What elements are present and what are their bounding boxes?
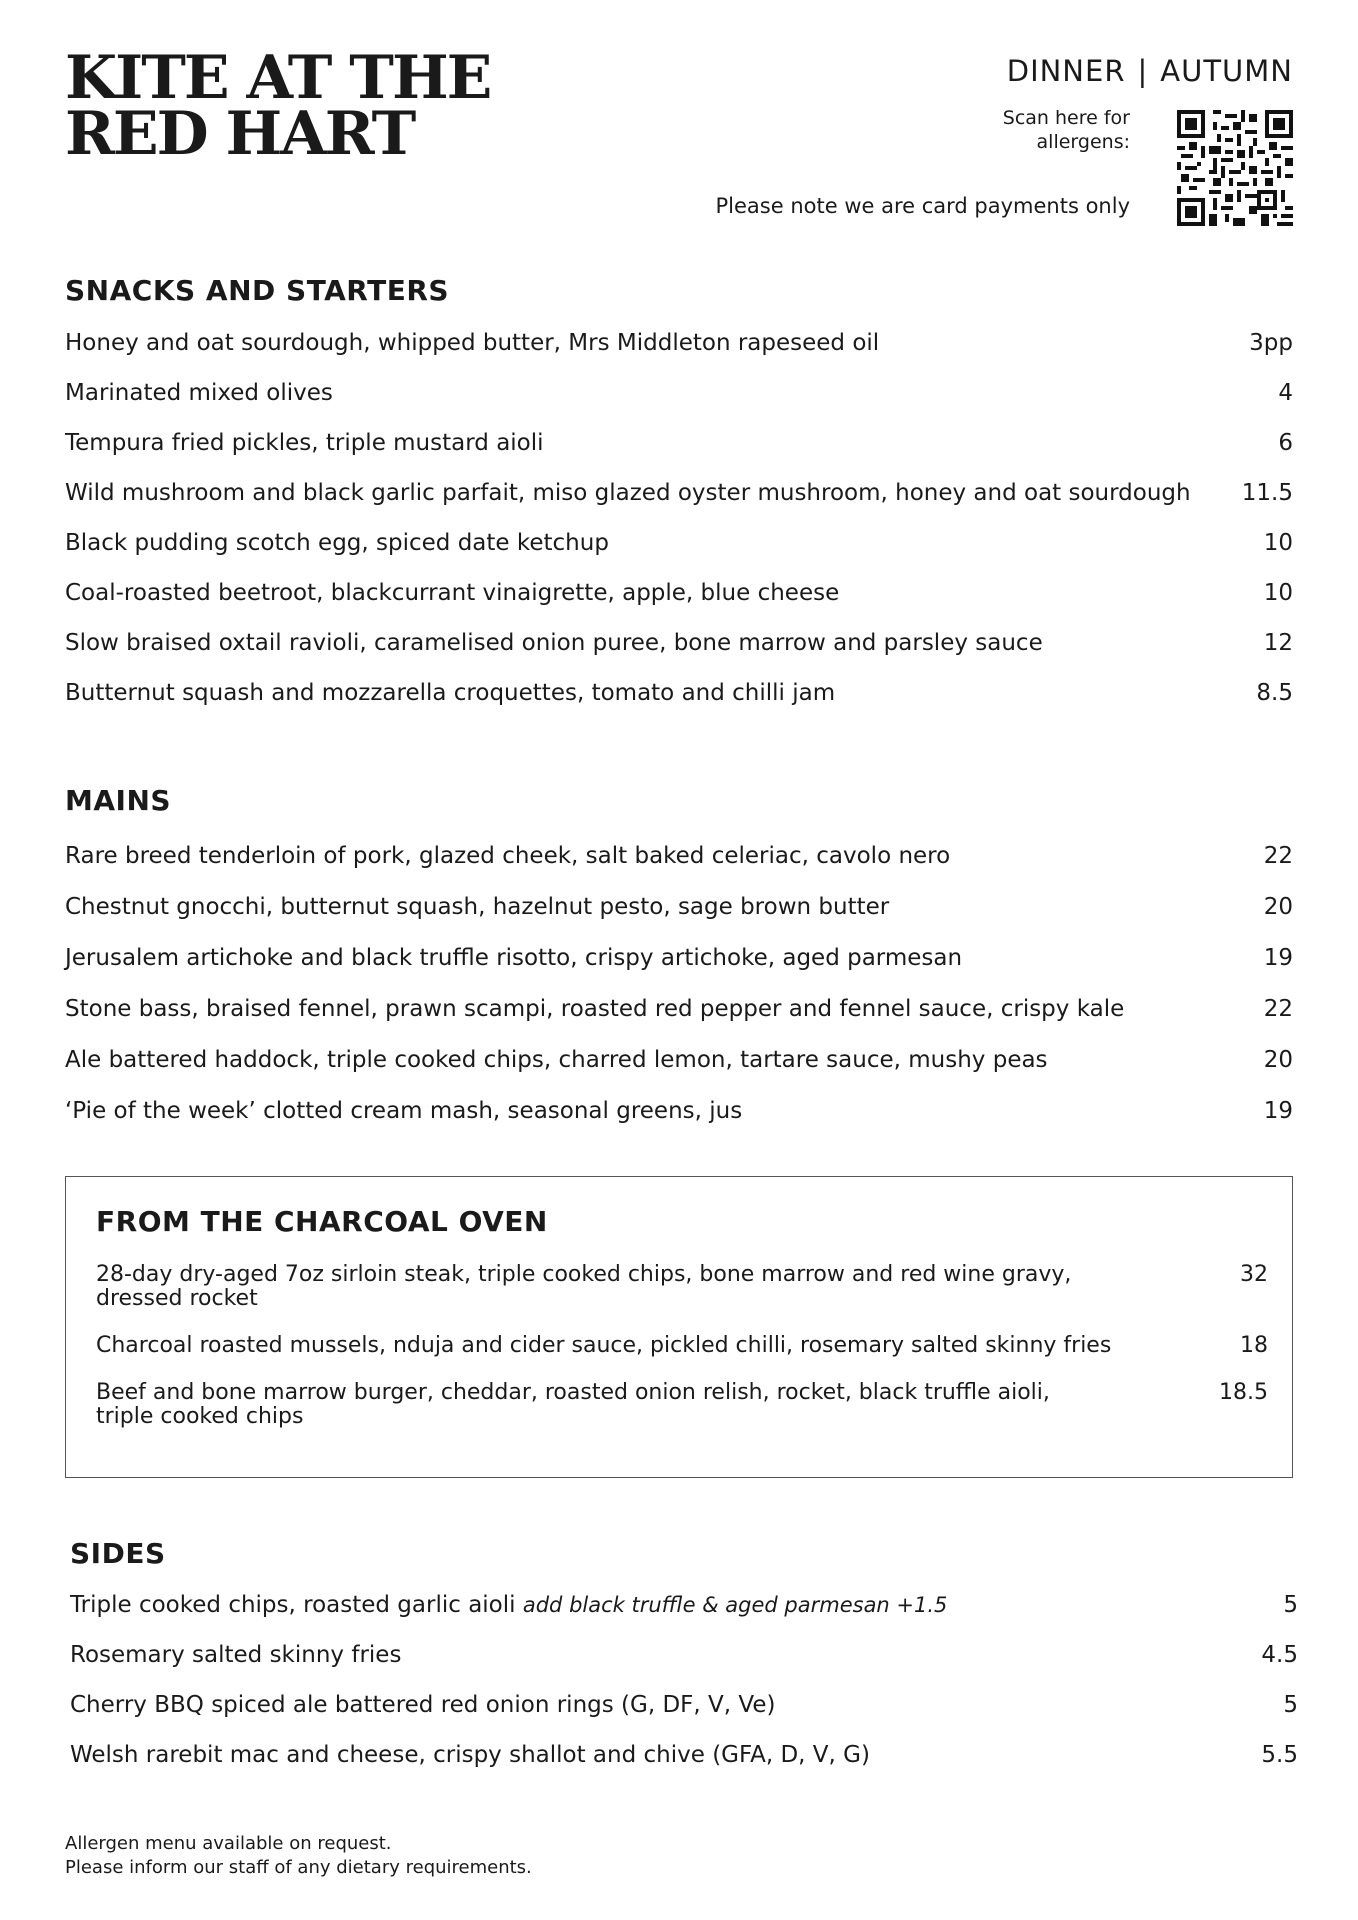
menu-item	[65, 945, 1293, 971]
item-price: 18	[1240, 1333, 1268, 1358]
item-name: Chestnut gnocchi, butternut squash, hazelnut pesto, sage brown butter	[65, 894, 890, 920]
menu-item	[65, 630, 1293, 656]
season-name: AUTUMN	[1160, 54, 1293, 88]
item-addon: add black truffle & aged parmesan +1.5	[522, 1593, 948, 1617]
item-price: 4	[1278, 380, 1293, 406]
item-name: Rosemary salted skinny fries	[70, 1642, 402, 1668]
menu-item	[65, 580, 1293, 606]
item-price: 6	[1278, 430, 1293, 456]
item-name: Jerusalem artichoke and black truffle risotto, crispy artichoke, aged parmesan	[65, 945, 963, 971]
item-price: 10	[1263, 580, 1293, 606]
menu-item	[65, 1098, 1293, 1124]
item-price: 19	[1263, 1098, 1293, 1124]
menu-item	[65, 330, 1293, 356]
item-price: 10	[1263, 530, 1293, 556]
menu-item	[65, 480, 1293, 506]
menu-item	[65, 380, 1293, 406]
menu-item	[96, 1263, 1268, 1311]
charcoal-oven-box	[65, 1176, 1293, 1478]
footer-note	[65, 1832, 532, 1880]
item-name: Rare breed tenderloin of pork, glazed cheek, salt baked celeriac, cavolo nero	[65, 843, 951, 869]
mains-list	[65, 843, 1293, 1149]
menu-item	[65, 680, 1293, 706]
item-name: Honey and oat sourdough, whipped butter, Mrs Middleton rapeseed oil	[65, 330, 880, 356]
item-name: Cherry BBQ spiced ale battered red onion rings (G, DF, V, Ve)	[70, 1692, 776, 1718]
restaurant-title	[65, 43, 491, 169]
menu-item	[70, 1742, 1298, 1768]
item-price: 4.5	[1261, 1642, 1298, 1668]
title-line-2: RED HART	[65, 99, 415, 169]
menu-service-label	[1007, 54, 1293, 88]
item-name: Tempura fried pickles, triple mustard aioli	[65, 430, 544, 456]
item-price: 3pp	[1249, 330, 1293, 356]
item-price: 18.5	[1219, 1380, 1268, 1405]
section-title-starters: SNACKS AND STARTERS	[65, 274, 450, 307]
item-price: 20	[1263, 894, 1293, 920]
item-price: 8.5	[1256, 680, 1293, 706]
section-title-charcoal-oven: FROM THE CHARCOAL OVEN	[96, 1205, 548, 1238]
item-name: Wild mushroom and black garlic parfait, miso glazed oyster mushroom, honey and oat sourdough	[65, 480, 1191, 506]
item-price: 20	[1263, 1047, 1293, 1073]
service-separator: |	[1137, 54, 1149, 88]
item-price: 12	[1263, 630, 1293, 656]
menu-item	[70, 1642, 1298, 1668]
scan-instruction: Scan here for allergens:	[1002, 107, 1130, 153]
qr-code-icon[interactable]	[1177, 110, 1293, 226]
service-name: DINNER	[1006, 54, 1126, 88]
item-name: Black pudding scotch egg, spiced date ketchup	[65, 530, 609, 556]
item-name: Stone bass, braised fennel, prawn scampi, roasted red pepper and fennel sauce, crispy kale	[65, 996, 1125, 1022]
section-title-mains: MAINS	[65, 784, 172, 817]
menu-item	[65, 894, 1293, 920]
item-name: Coal-roasted beetroot, blackcurrant vinaigrette, apple, blue cheese	[65, 580, 840, 606]
item-name-text: Triple cooked chips, roasted garlic aioli	[70, 1592, 516, 1618]
menu-item	[65, 843, 1293, 869]
item-name: 28-day dry-aged 7oz sirloin steak, triple cooked chips, bone marrow and red wine gravy, dressed rocket	[96, 1262, 1072, 1311]
menu-item	[65, 530, 1293, 556]
item-name: Slow braised oxtail ravioli, caramelised onion puree, bone marrow and parsley sauce	[65, 630, 1043, 656]
item-name: ‘Pie of the week’ clotted cream mash, seasonal greens, jus	[65, 1098, 743, 1124]
section-title-sides: SIDES	[70, 1537, 166, 1570]
item-price: 19	[1263, 945, 1293, 971]
starters-list	[65, 330, 1293, 730]
title-line-1: KITE AT THE	[65, 43, 491, 113]
item-name: Welsh rarebit mac and cheese, crispy shallot and chive (GFA, D, V, G)	[70, 1742, 870, 1768]
item-price: 32	[1240, 1262, 1268, 1287]
item-name: Charcoal roasted mussels, nduja and cider sauce, pickled chilli, rosemary salted skinny fries	[96, 1333, 1112, 1358]
charcoal-oven-list	[96, 1263, 1268, 1452]
item-name	[70, 1592, 1283, 1618]
footer-line-1: Allergen menu available on request.	[65, 1833, 392, 1854]
menu-item	[96, 1334, 1268, 1358]
item-price: 5	[1283, 1692, 1298, 1718]
footer-line-2: Please inform our staff of any dietary requirements.	[65, 1857, 532, 1878]
item-name: Butternut squash and mozzarella croquettes, tomato and chilli jam	[65, 680, 836, 706]
item-name: Beef and bone marrow burger, cheddar, roasted onion relish, rocket, black truffle aioli, triple cooked chips	[96, 1380, 1050, 1429]
menu-item	[70, 1592, 1298, 1618]
payment-note: Please note we are card payments only	[715, 194, 1130, 218]
sides-list	[70, 1592, 1298, 1792]
menu-item	[70, 1692, 1298, 1718]
item-price: 5.5	[1261, 1742, 1298, 1768]
item-name: Marinated mixed olives	[65, 380, 333, 406]
item-name: Ale battered haddock, triple cooked chips, charred lemon, tartare sauce, mushy peas	[65, 1047, 1048, 1073]
menu-item	[65, 1047, 1293, 1073]
menu-item	[65, 996, 1293, 1022]
menu-item	[96, 1381, 1268, 1429]
item-price: 22	[1263, 996, 1293, 1022]
menu-item	[65, 430, 1293, 456]
item-price: 22	[1263, 843, 1293, 869]
item-price: 11.5	[1241, 480, 1293, 506]
item-price: 5	[1283, 1592, 1298, 1618]
